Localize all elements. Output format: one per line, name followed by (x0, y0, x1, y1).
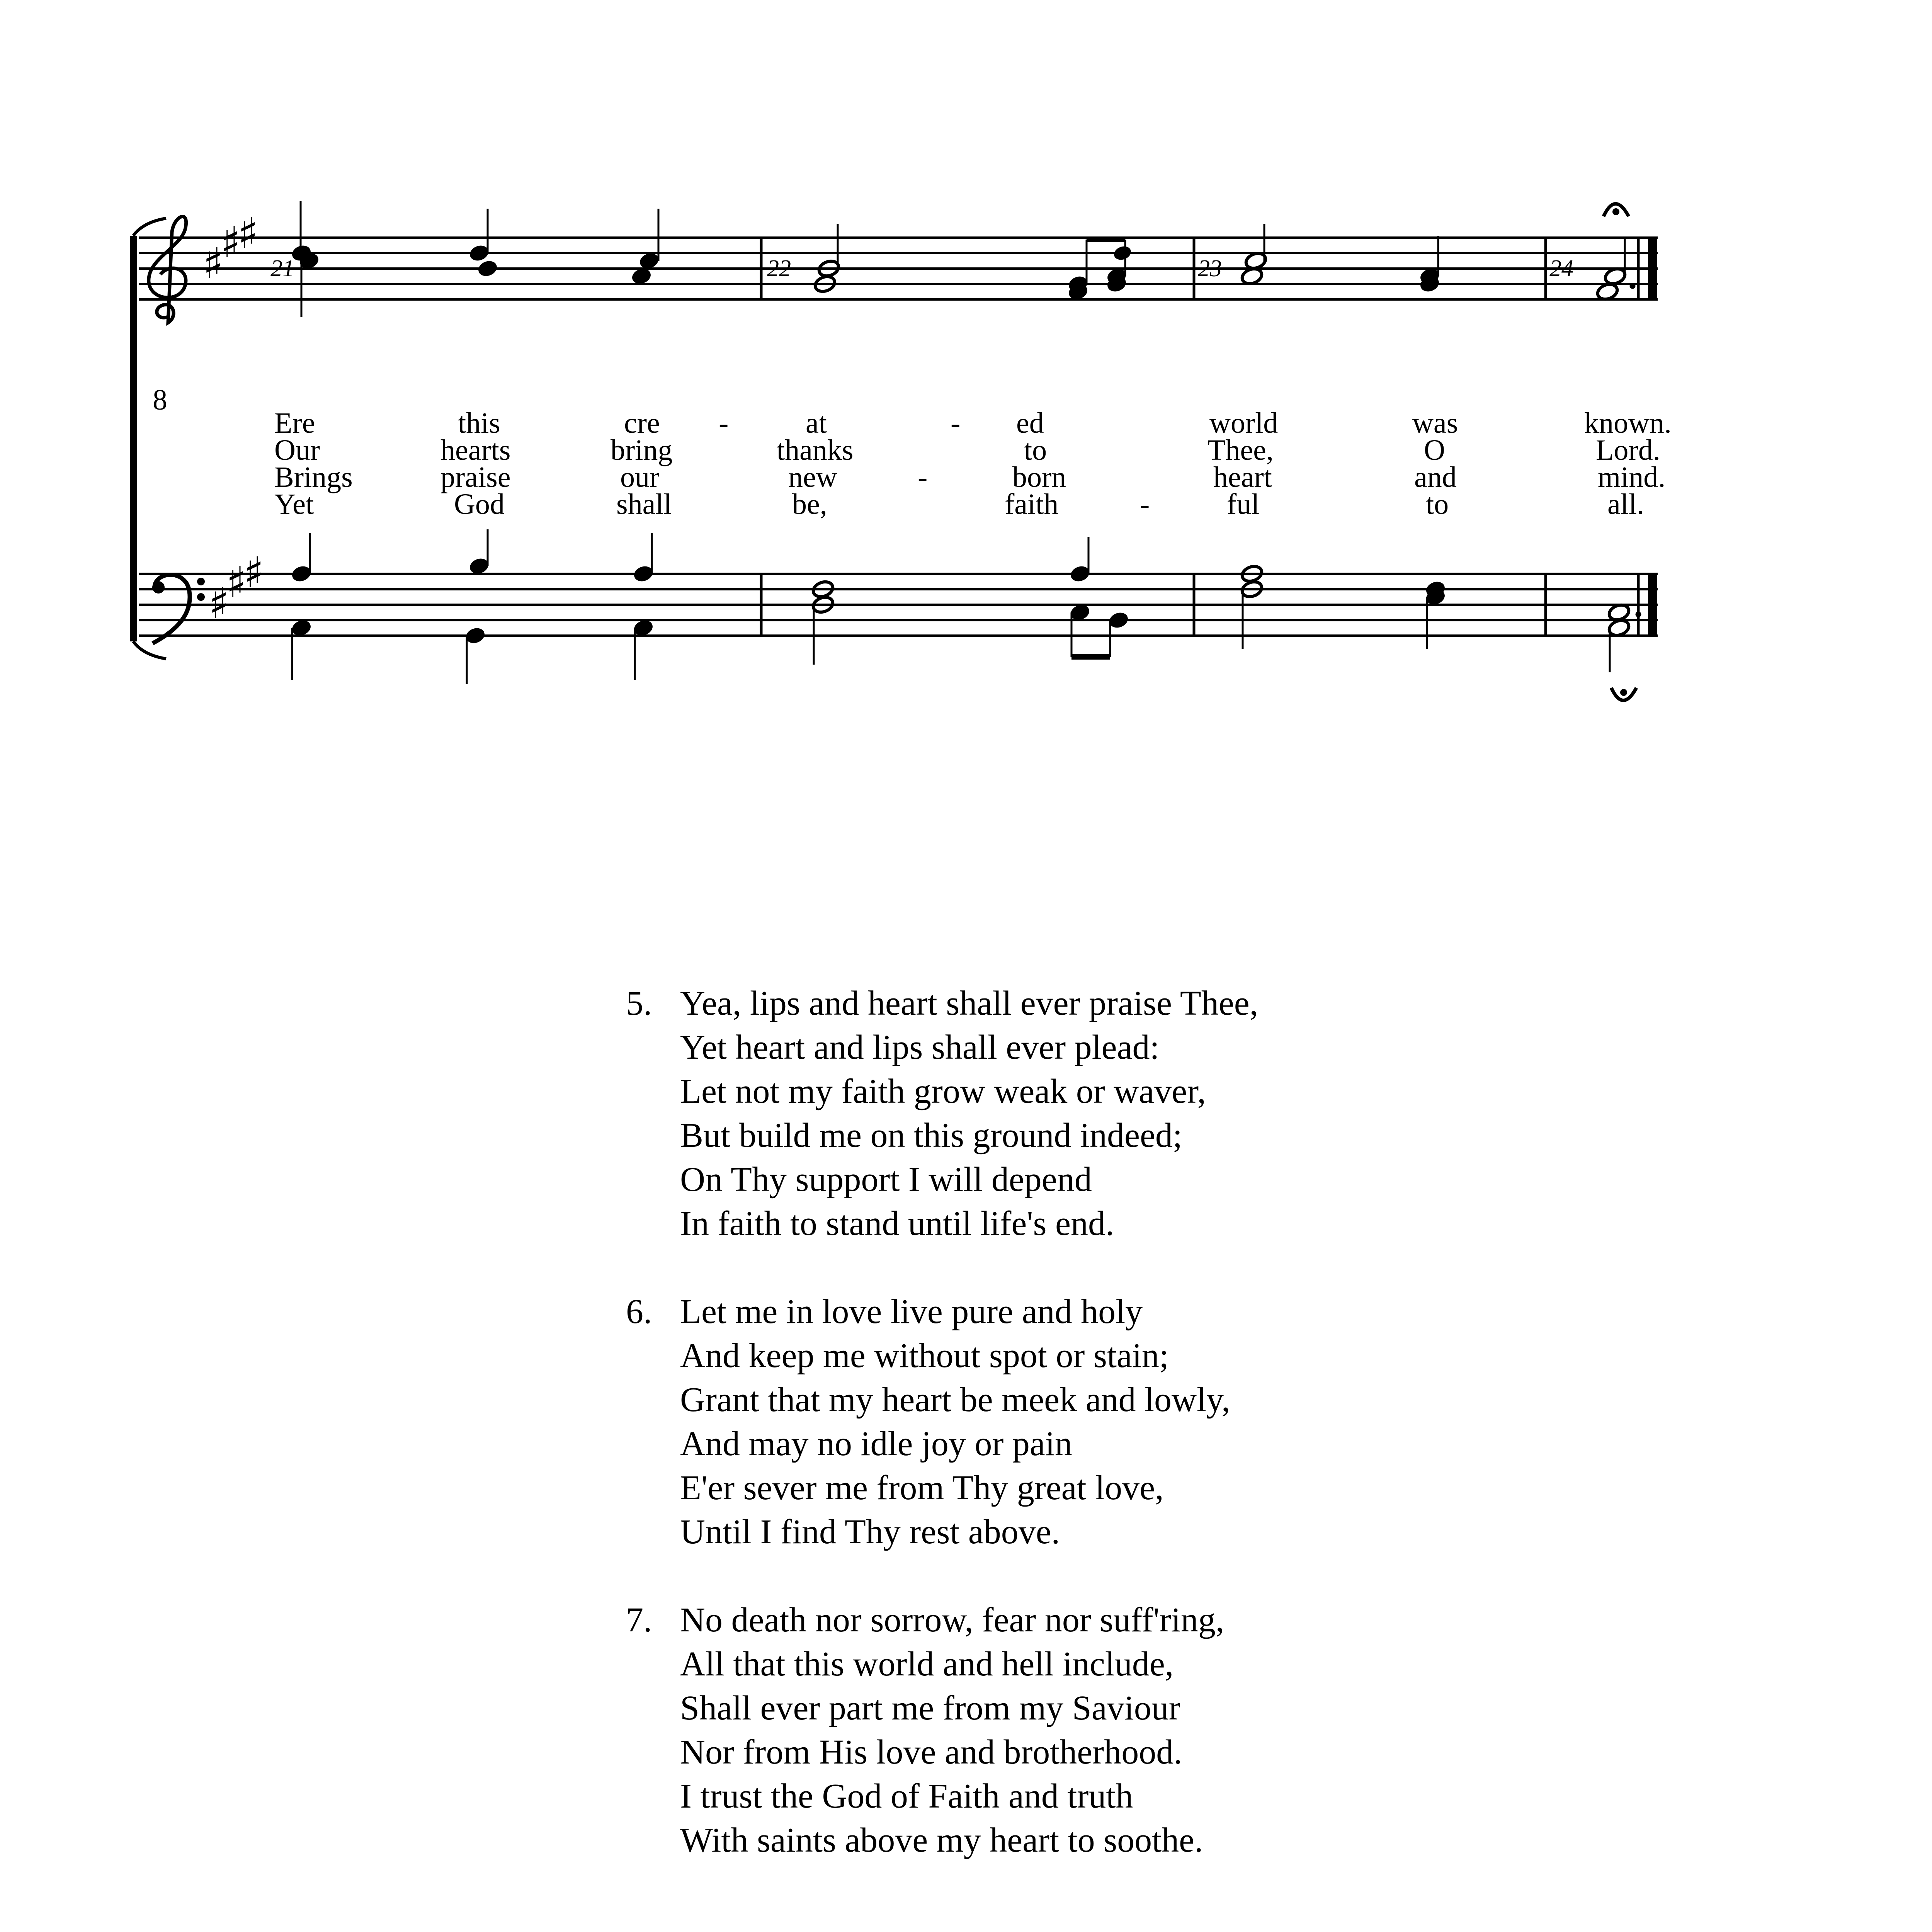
verse-6 (626, 1290, 1553, 1554)
bass-clef-icon (152, 575, 205, 644)
bass-notes (290, 529, 1641, 684)
lyric: Lord. (1596, 434, 1660, 466)
verse-line: Until I find Thy rest above. (680, 1513, 1060, 1551)
svg-text:♯: ♯ (209, 579, 230, 628)
measure-number-21: 21 (270, 255, 294, 282)
verse-line: All that this world and hell include, (680, 1645, 1174, 1683)
lyric: Thee, (1208, 434, 1274, 466)
lyric: known. (1584, 407, 1672, 439)
lyric: hearts (440, 434, 511, 466)
barlines (761, 238, 1638, 636)
svg-text:♯: ♯ (238, 209, 259, 258)
verse-line: With saints above my heart to soothe. (680, 1821, 1203, 1859)
music-score (0, 0, 1932, 773)
verse-number: 5. (626, 984, 652, 1022)
fermata-dot (1612, 208, 1619, 215)
lyric: - (951, 407, 961, 439)
measure-number-22: 22 (767, 255, 791, 282)
treble-key-signature (203, 209, 258, 288)
verse-line: Shall ever part me from my Saviour (680, 1689, 1180, 1727)
measure-number-23: 23 (1198, 255, 1222, 282)
lyric: Yet (274, 488, 314, 520)
lyric: O (1424, 434, 1445, 466)
svg-text:♯: ♯ (226, 558, 247, 607)
verse-line: Yea, lips and heart shall ever praise Thee, (680, 984, 1259, 1022)
lyric: shall (616, 488, 672, 520)
verse-text-block (626, 981, 1553, 1906)
lyric: - (719, 407, 729, 439)
lyric: thanks (777, 434, 854, 466)
fermata-inverted-dot (1620, 689, 1627, 696)
lyric: - (1140, 488, 1150, 520)
verse-line: But build me on this ground indeed; (680, 1116, 1182, 1155)
verse-line: On Thy support I will depend (680, 1160, 1092, 1199)
lyric: and (1414, 461, 1457, 493)
lyric: ful (1227, 488, 1260, 520)
verse-number: 7. (626, 1601, 652, 1639)
lyric: all. (1607, 488, 1644, 520)
verse-line: And keep me without spot or stain; (680, 1337, 1169, 1375)
lyric: cre (624, 407, 660, 439)
lyric: ed (1016, 407, 1044, 439)
lyric: Brings (274, 461, 353, 493)
verse-line: No death nor sorrow, fear nor suff'ring, (680, 1601, 1225, 1639)
verse-line: Let me in love live pure and holy (680, 1293, 1143, 1331)
lyric: God (454, 488, 505, 520)
lyric: faith (1005, 488, 1059, 520)
verse-line: I trust the God of Faith and truth (680, 1777, 1133, 1815)
lyric: Ere (274, 407, 315, 439)
lyrics-verse-4 (274, 488, 1644, 520)
verse-line: Yet heart and lips shall ever plead: (680, 1028, 1160, 1066)
lyric: new (788, 461, 837, 493)
measure-number-24: 24 (1549, 255, 1573, 282)
lyric: heart (1213, 461, 1272, 493)
verse-line: Let not my faith grow weak or waver, (680, 1072, 1206, 1111)
verse-line: And may no idle joy or pain (680, 1425, 1072, 1463)
bass-key-signature (209, 548, 264, 628)
svg-text:♯: ♯ (243, 548, 264, 597)
bass-staff (139, 574, 1658, 636)
lyric: mind. (1598, 461, 1666, 493)
verse-line: E'er sever me from Thy great love, (680, 1469, 1164, 1507)
lyric: our (620, 461, 660, 493)
lyric: born (1012, 461, 1066, 493)
lyric: was (1412, 407, 1458, 439)
lyric: to (1426, 488, 1449, 520)
verse-line: Grant that my heart be meek and lowly, (680, 1381, 1230, 1419)
lyric: this (458, 407, 500, 439)
svg-text:♯: ♯ (220, 218, 241, 267)
verse-line: In faith to stand until life's end. (680, 1204, 1114, 1243)
verse-number: 6. (626, 1293, 652, 1331)
lyric: - (918, 461, 928, 493)
lyric: Our (274, 434, 320, 466)
verse-7 (626, 1598, 1553, 1862)
lyric: be, (792, 488, 827, 520)
lyric: to (1024, 434, 1047, 466)
svg-text:♯: ♯ (203, 239, 224, 288)
verse-5 (626, 981, 1553, 1246)
lyric: world (1209, 407, 1278, 439)
lyric: praise (440, 461, 511, 493)
lyric: bring (611, 434, 673, 466)
verse-line: Nor from His love and brotherhood. (680, 1733, 1182, 1771)
treble-clef-octave-mark: 8 (153, 384, 167, 416)
lyric: at (806, 407, 827, 439)
